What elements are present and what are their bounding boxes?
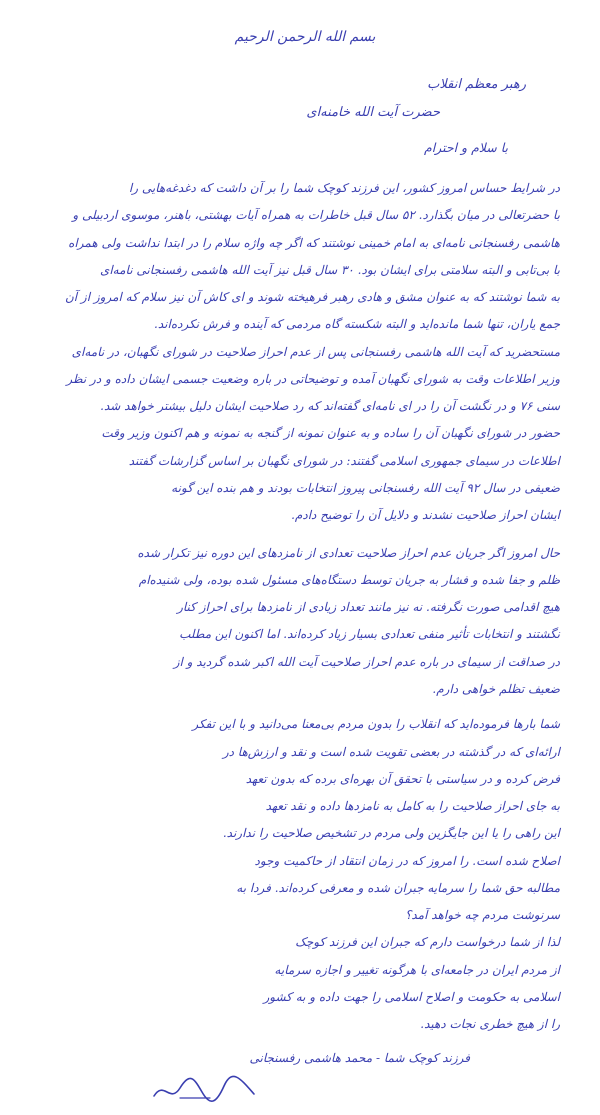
body-line: در شرایط حساس امروز کشور، این فرزند کوچک شما را بر آن داشت که دغدغه‌هایی را (128, 181, 560, 195)
body-line: ضعیف تظلم خواهی دارم. (432, 682, 560, 696)
body-line: سرنوشت مردم چه خواهد آمد؟ (405, 908, 560, 922)
signature-mark (150, 1074, 260, 1106)
body-line: با بی‌تابی و البته سلامتی برای ایشان بود. ۳۰ سال قبل نیز آیت الله هاشمی رفسنجانی نامه‌ای (99, 263, 560, 277)
body-line: اسلامی به حکومت و اصلاح اسلامی را جهت داده و به کشور (263, 990, 560, 1004)
body-line: حال امروز اگر جریان عدم احراز صلاحیت تعدادی از نامزدهای این دوره نیز تکرار شده (137, 546, 560, 560)
body-line: اصلاح شده است. را امروز که در زمان انتقاد از حاکمیت وجود (254, 854, 560, 868)
greeting: با سلام و احترام (424, 140, 508, 155)
body-line: ضعیفی در سال ۹۲ آیت الله رفسنجانی پیروز انتخابات بودند و هم بنده این گونه (171, 481, 560, 495)
body-line: ایشان احراز صلاحیت نشدند و دلایل آن را توضیح دادم. (291, 508, 560, 522)
body-line: جمع یاران، تنها شما مانده‌اید و البته شکسته گاه مردمی که آینده و فرش نکرده‌اند. (154, 317, 560, 331)
body-line: در صداقت از سیمای در باره عدم احراز صلاحیت آیت الله اکبر شده گردید و از (173, 655, 560, 669)
addressee-name: حضرت آیت الله خامنه‌ای (306, 105, 440, 120)
body-line: مطالبه حق شما را سرمایه جبران شده و معرفی کرده‌اند. فردا به (236, 881, 560, 895)
body-line: هاشمی رفسنجانی نامه‌ای به امام خمینی نوشتند که اگر چه واژه سلام را در ابتدا نداشت ولی همراه (68, 236, 560, 250)
body-line: از مردم ایران در جامعه‌ای با هرگونه تغییر و اجازه سرمایه (274, 963, 560, 977)
body-line: به شما نوشتند که به عنوان مشق و هادی رهبر فرهیخته شوند و ای کاش آن نیز سلام که امروز از آن (64, 290, 560, 304)
body-line: نگشتند و انتخابات تأثیر منفی تعدادی بسیار زیاد کرده‌اند. اما اکنون این مطلب (179, 627, 560, 641)
body-line: را از هیچ خطری نجات دهید. (420, 1017, 560, 1031)
body-line: ظلم و جفا شده و فشار به جریان توسط دستگاه‌های مسئول شده بوده، ولی شنیده‌ام (138, 573, 560, 587)
body-line: مستحضرید که آیت الله هاشمی رفسنجانی پس از عدم احراز صلاحیت در شورای نگهبان، در نامه‌ای (71, 345, 560, 359)
body-line: سنی ۷۶ و در نگشت آن را در ای نامه‌ای گفته‌اند که رد صلاحیت ایشان دلیل بیشتر خواهد شد. (100, 399, 560, 413)
body-line: وزیر اطلاعات وقت به شورای نگهبان آمده و توضیحاتی در باره وضعیت جسمی ایشان داده و در نظر (66, 372, 560, 386)
body-line: به جای احراز صلاحیت را به کامل به نامزدها داده و نقد تعهد (265, 799, 560, 813)
body-line: فرض کرده و در سیاستی با تحقق آن بهره‌ای برده که بدون تعهد (245, 772, 560, 786)
body-line: اطلاعات در سیمای جمهوری اسلامی گفتند: در شورای نگهبان بر اساس گزارشات گفتند (128, 454, 560, 468)
body-line: شما بارها فرموده‌اید که انقلاب را بدون مردم بی‌معنا می‌دانید و با این تفکر (192, 717, 560, 731)
body-line: حضور در شورای نگهبان آن را ساده و به عنوان نمونه از گنجه به نمونه و هم اکنون وزیر وقت (101, 426, 560, 440)
body-line: لذا از شما درخواست دارم که جبران این فرزند کوچک (295, 935, 560, 949)
bismillah-heading: بسم الله الرحمن الرحیم (234, 29, 376, 45)
addressee-title: رهبر معظم انقلاب (427, 77, 526, 92)
signature-name: فرزند کوچک شما - محمد هاشمی رفسنجانی (249, 1051, 470, 1065)
body-line: با حضرتعالی در میان بگذارد. ۵۲ سال قبل خاطرات به همراه آیات بهشتی، باهنر، موسوی اردبیلی و (72, 208, 560, 222)
body-line: هیچ اقدامی صورت نگرفته. نه نیز مانند تعداد زیادی از نامزدها برای احراز کنار (177, 600, 560, 614)
body-line: این راهی را یا این جایگزین ولی مردم در تشخیص صلاحیت را ندارند. (222, 826, 560, 840)
body-line: ارائه‌ای که در گذشته در بعضی تقویت شده است و نقد و ارزش‌ها در (222, 745, 560, 759)
